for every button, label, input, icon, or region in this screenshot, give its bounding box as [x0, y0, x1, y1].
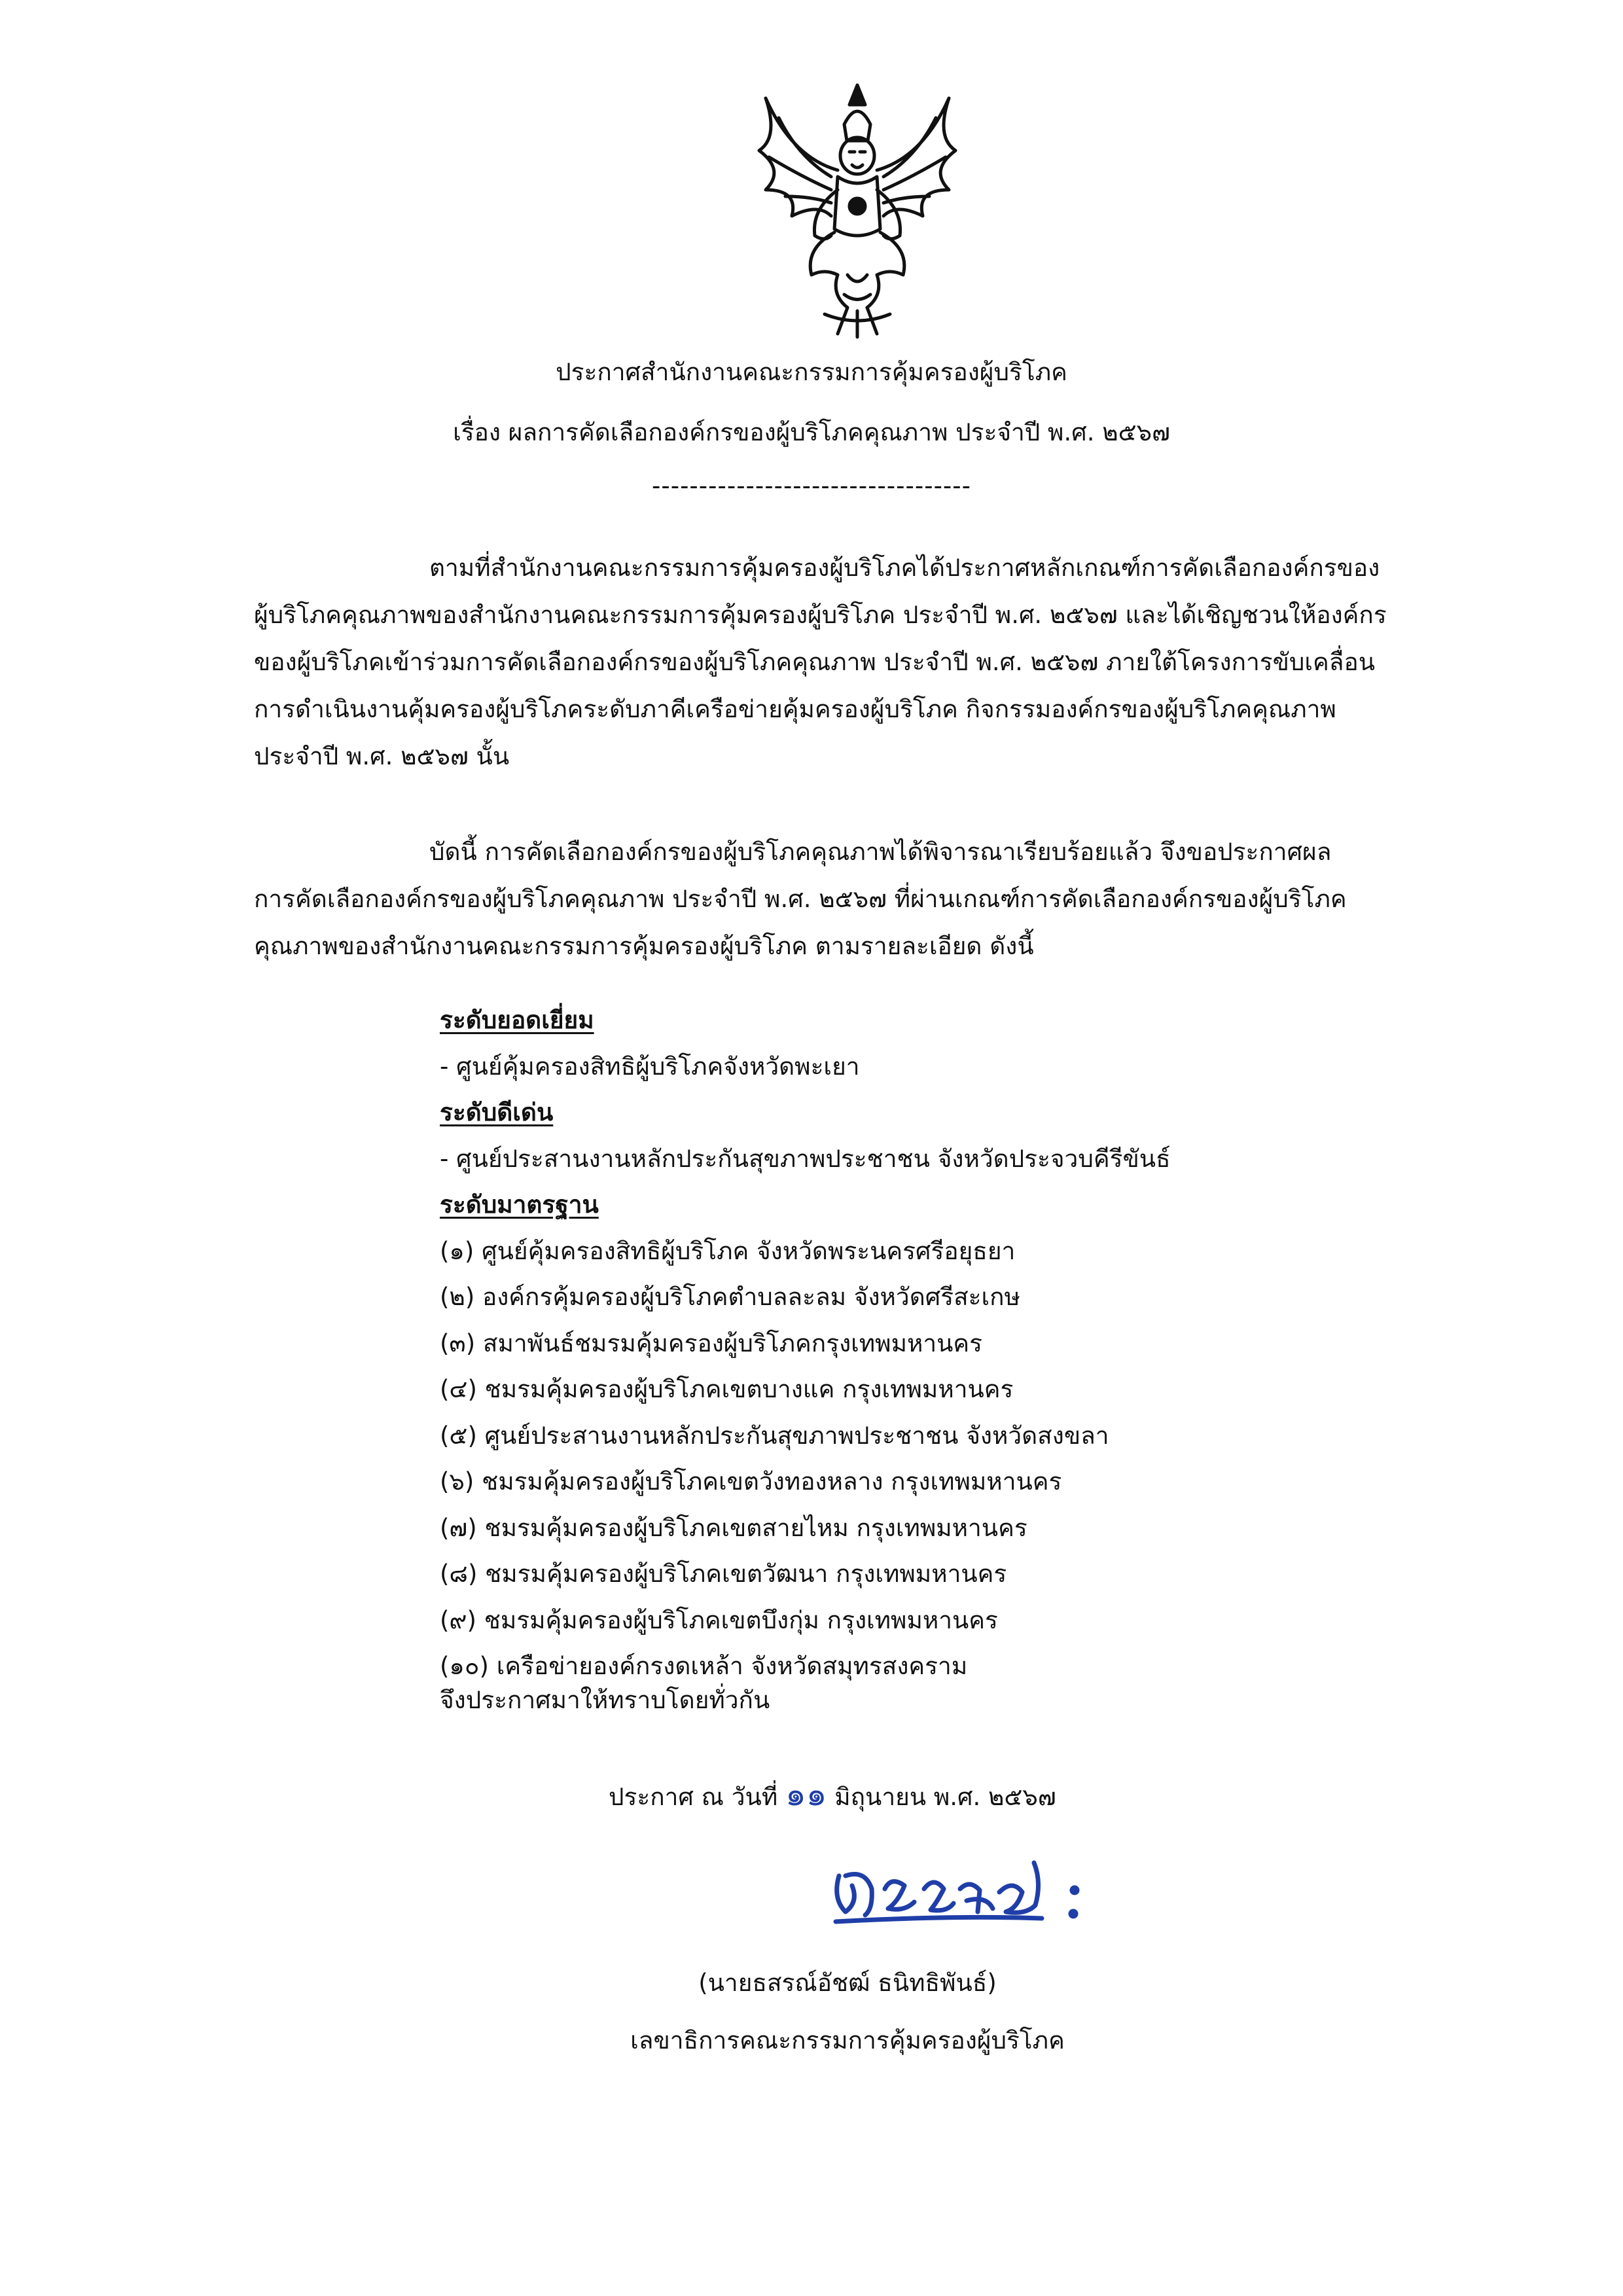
paragraph-line: คุณภาพของสำนักงานคณะกรรมการคุ้มครองผู้บริโภค ตามรายละเอียด ดังนี้	[254, 932, 1034, 960]
signer-name: (นายธสรณ์อัชฒ์ ธนิทธิพันธ์)	[698, 1969, 997, 1997]
announcement-date	[609, 1768, 1056, 1820]
results-list	[440, 997, 1171, 1690]
outstanding-level-heading: ระดับดีเด่น	[440, 1098, 554, 1126]
date-day: ๑๑	[785, 1775, 827, 1813]
paragraph-background	[254, 545, 1524, 780]
outstanding-level-item: - ศูนย์ประสานงานหลักประกันสุขภาพประชาชน จังหวัดประจวบคีรีขันธ์	[440, 1144, 1171, 1173]
standard-level-item: (๑๐) เครือข่ายองค์กรงดเหล้า จังหวัดสมุทรสงคราม	[440, 1652, 968, 1680]
standard-level-item: (๒) องค์กรคุ้มครองผู้บริโภคตำบลละลม จังหวัดศรีสะเกษ	[440, 1283, 1020, 1311]
paragraph-line: ประจำปี พ.ศ. ๒๕๖๗ นั้น	[254, 742, 510, 770]
paragraph-line: บัดนี้ การคัดเลือกองค์กรของผู้บริโภคคุณภาพได้พิจารณาเรียบร้อยแล้ว จึงขอประกาศผล	[429, 838, 1332, 866]
excellent-level-heading: ระดับยอดเยี่ยม	[440, 1006, 594, 1034]
standard-level-item: (๙) ชมรมคุ้มครองผู้บริโภคเขตบึงกุ่ม กรุงเทพมหานคร	[440, 1605, 998, 1634]
date-prefix: ประกาศ ณ วันที่	[609, 1783, 778, 1811]
standard-level-item: (๔) ชมรมคุ้มครองผู้บริโภคเขตบางแค กรุงเทพมหานคร	[440, 1375, 1014, 1403]
standard-level-item: (๖) ชมรมคุ้มครองผู้บริโภคเขตวังทองหลาง กรุงเทพมหานคร	[440, 1467, 1062, 1496]
paragraph-line: ผู้บริโภคคุณภาพของสำนักงานคณะกรรมการคุ้มครองผู้บริโภค ประจำปี พ.ศ. ๒๕๖๗ และได้เชิญชวนให้องค์กร	[254, 601, 1387, 629]
announcement-subject: เรื่อง ผลการคัดเลือกองค์กรของผู้บริโภคคุณภาพ ประจำปี พ.ศ. ๒๕๖๗	[453, 418, 1170, 446]
paragraph-line: ตามที่สำนักงานคณะกรรมการคุ้มครองผู้บริโภคได้ประกาศหลักเกณฑ์การคัดเลือกองค์กรของ	[429, 554, 1380, 582]
standard-level-heading: ระดับมาตรฐาน	[440, 1191, 599, 1219]
date-suffix: มิถุนายน พ.ศ. ๒๕๖๗	[834, 1783, 1056, 1811]
garuda-emblem-icon	[740, 79, 975, 340]
signer-position: เลขาธิการคณะกรรมการคุ้มครองผู้บริโภค	[630, 2026, 1065, 2054]
standard-level-item: (๗) ชมรมคุ้มครองผู้บริโภคเขตสายไหม กรุงเทพมหานคร	[440, 1513, 1027, 1542]
paragraph-line: การคัดเลือกองค์กรของผู้บริโภคคุณภาพ ประจำปี พ.ศ. ๒๕๖๗ ที่ผ่านเกณฑ์การคัดเลือกองค์กรของผู้บริโภค	[254, 885, 1347, 913]
standard-level-item: (๓) สมาพันธ์ชมรมคุ้มครองผู้บริโภคกรุงเทพมหานคร	[440, 1329, 983, 1357]
handwritten-signature	[826, 1850, 1107, 1935]
standard-level-item: (๑) ศูนย์คุ้มครองสิทธิผู้บริโภค จังหวัดพระนครศรีอยุธยา	[440, 1236, 1016, 1265]
paragraph-announcement	[254, 829, 1524, 970]
separator-line: ----------------------------------	[652, 472, 971, 500]
standard-level-item: (๕) ศูนย์ประสานงานหลักประกันสุขภาพประชาชน จังหวัดสงขลา	[440, 1421, 1109, 1450]
paragraph-line: ของผู้บริโภคเข้าร่วมการคัดเลือกองค์กรของผู้บริโภคคุณภาพ ประจำปี พ.ศ. ๒๕๖๗ ภายใต้โครงการขับเคลื่อน	[254, 648, 1375, 676]
excellent-level-item: - ศูนย์คุ้มครองสิทธิผู้บริโภคจังหวัดพะเยา	[440, 1052, 860, 1081]
paragraph-line: การดำเนินงานคุ้มครองผู้บริโภคระดับภาคีเครือข่ายคุ้มครองผู้บริโภค กิจกรรมองค์กรของผู้บริโภคคุณภาพ	[254, 695, 1336, 723]
standard-level-item: (๘) ชมรมคุ้มครองผู้บริโภคเขตวัฒนา กรุงเทพมหานคร	[440, 1560, 1007, 1588]
announcement-title: ประกาศสำนักงานคณะกรรมการคุ้มครองผู้บริโภค	[556, 358, 1067, 386]
closing-statement: จึงประกาศมาให้ทราบโดยทั่วกัน	[440, 1686, 770, 1714]
